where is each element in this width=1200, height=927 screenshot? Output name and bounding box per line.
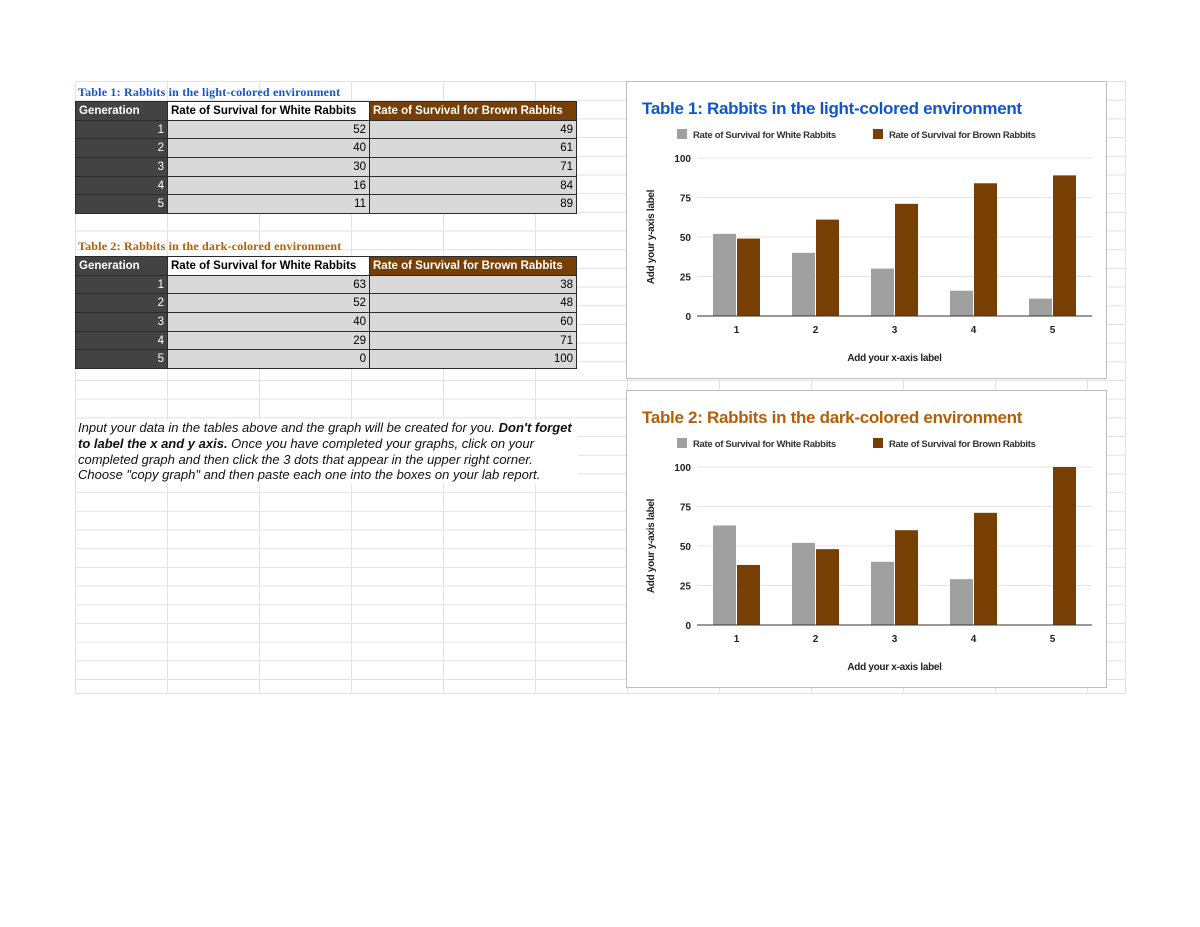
table1-generation-cell[interactable]: 3 xyxy=(76,158,168,177)
legend-label: Rate of Survival for White Rabbits xyxy=(693,130,836,141)
y-tick-label: 0 xyxy=(685,312,691,323)
note-text-1: Input your data in the tables above and the graph will be created for you. xyxy=(78,420,499,435)
y-tick-label: 0 xyxy=(685,621,691,632)
bar xyxy=(1053,467,1076,625)
table1-white-cell[interactable]: 52 xyxy=(168,120,370,139)
bar xyxy=(737,239,760,316)
x-tick-label: 5 xyxy=(1049,325,1056,336)
table-row xyxy=(76,139,577,158)
legend-swatch xyxy=(677,129,687,139)
table2-title: Table 2: Rabbits in the dark-colored environment xyxy=(78,239,342,253)
table1-generation-cell[interactable]: 4 xyxy=(76,176,168,195)
x-axis-title: Add your x-axis label xyxy=(847,662,942,673)
y-tick-label: 25 xyxy=(679,581,691,593)
legend-swatch xyxy=(677,438,687,448)
x-tick-label: 3 xyxy=(891,325,898,336)
bar xyxy=(895,530,918,625)
chart-2-svg xyxy=(627,391,1106,687)
table2-brown-cell[interactable]: 60 xyxy=(370,313,577,332)
bar xyxy=(895,204,918,316)
bar xyxy=(713,234,736,316)
bar xyxy=(1053,175,1076,316)
x-tick-label: 1 xyxy=(733,325,740,336)
table1-brown-cell[interactable]: 84 xyxy=(370,176,577,195)
table1-white-cell[interactable]: 30 xyxy=(168,158,370,177)
bar xyxy=(816,220,839,316)
x-tick-label: 5 xyxy=(1049,634,1056,645)
table2-white-cell[interactable]: 63 xyxy=(168,275,370,294)
legend-label: Rate of Survival for Brown Rabbits xyxy=(889,130,1036,141)
table-row xyxy=(76,195,577,214)
table2-generation-cell[interactable]: 1 xyxy=(76,275,168,294)
table2-generation-cell[interactable]: 3 xyxy=(76,313,168,332)
table-row xyxy=(76,275,577,294)
table1 xyxy=(75,101,577,214)
y-tick-label: 50 xyxy=(679,233,691,244)
table2-header-generation[interactable]: Generation xyxy=(76,257,168,276)
table-row xyxy=(76,313,577,332)
table1-white-cell[interactable]: 16 xyxy=(168,176,370,195)
table2-header-row xyxy=(76,257,577,276)
chart-title: Table 2: Rabbits in the dark-colored environment xyxy=(642,408,1023,427)
y-axis-title: Add your y-axis label xyxy=(646,189,657,285)
table2-generation-cell[interactable]: 4 xyxy=(76,331,168,350)
table1-header-white[interactable]: Rate of Survival for White Rabbits xyxy=(168,102,370,121)
bar xyxy=(1029,299,1052,316)
legend-label: Rate of Survival for White Rabbits xyxy=(693,439,836,450)
table-row xyxy=(76,294,577,313)
table1-header-brown[interactable]: Rate of Survival for Brown Rabbits xyxy=(370,102,577,121)
table1-generation-cell[interactable]: 2 xyxy=(76,139,168,158)
table1-generation-cell[interactable]: 5 xyxy=(76,195,168,214)
x-tick-label: 1 xyxy=(733,634,740,645)
bar xyxy=(950,579,973,625)
bar xyxy=(871,562,894,625)
table2-brown-cell[interactable]: 71 xyxy=(370,331,577,350)
table-row xyxy=(76,331,577,350)
y-tick-label: 100 xyxy=(674,463,691,474)
bar xyxy=(713,525,736,625)
table-row xyxy=(76,350,577,369)
x-tick-label: 2 xyxy=(812,634,819,645)
bar xyxy=(871,269,894,316)
chart-1-svg xyxy=(627,82,1106,378)
bar xyxy=(950,291,973,316)
chart-2[interactable] xyxy=(626,390,1107,688)
table2-white-cell[interactable]: 52 xyxy=(168,294,370,313)
y-tick-label: 50 xyxy=(679,542,691,553)
table2-generation-cell[interactable]: 2 xyxy=(76,294,168,313)
bar xyxy=(792,253,815,316)
x-tick-label: 4 xyxy=(970,634,977,645)
table1-header-generation[interactable]: Generation xyxy=(76,102,168,121)
bar xyxy=(974,183,997,316)
instructions-note[interactable] xyxy=(78,420,578,483)
table1-brown-cell[interactable]: 49 xyxy=(370,120,577,139)
x-tick-label: 3 xyxy=(891,634,898,645)
bar xyxy=(737,565,760,625)
table1-brown-cell[interactable]: 71 xyxy=(370,158,577,177)
table2-brown-cell[interactable]: 38 xyxy=(370,275,577,294)
table1-white-cell[interactable]: 40 xyxy=(168,139,370,158)
bar xyxy=(792,543,815,625)
y-tick-label: 100 xyxy=(674,154,691,165)
table-row xyxy=(76,176,577,195)
table1-header-row xyxy=(76,102,577,121)
legend-label: Rate of Survival for Brown Rabbits xyxy=(889,439,1036,450)
table2-white-cell[interactable]: 0 xyxy=(168,350,370,369)
y-axis-title: Add your y-axis label xyxy=(646,498,657,594)
x-tick-label: 4 xyxy=(970,325,977,336)
table2-brown-cell[interactable]: 100 xyxy=(370,350,577,369)
table2-header-white[interactable]: Rate of Survival for White Rabbits xyxy=(168,257,370,276)
table1-white-cell[interactable]: 11 xyxy=(168,195,370,214)
y-tick-label: 75 xyxy=(679,193,691,205)
y-tick-label: 25 xyxy=(679,272,691,284)
y-tick-label: 75 xyxy=(679,502,691,514)
legend-swatch xyxy=(873,438,883,448)
bar xyxy=(974,513,997,625)
table1-brown-cell[interactable]: 89 xyxy=(370,195,577,214)
table1-brown-cell[interactable]: 61 xyxy=(370,139,577,158)
table2 xyxy=(75,256,577,369)
chart-title: Table 1: Rabbits in the light-colored environment xyxy=(642,99,1022,118)
note-text-2: Once you have completed your graphs, click on your completed graph and then click the 3 dots that appear in the upper right corner. Choose "copy graph" and then paste each one into the boxes on your lab report. xyxy=(78,435,541,483)
bar xyxy=(816,549,839,625)
x-tick-label: 2 xyxy=(812,325,819,336)
legend-swatch xyxy=(873,129,883,139)
x-axis-title: Add your x-axis label xyxy=(847,353,942,364)
note-bold-text: Don't forget to label the x and y axis. xyxy=(78,420,572,451)
table-row xyxy=(76,158,577,177)
table2-generation-cell[interactable]: 5 xyxy=(76,350,168,369)
table2-white-cell[interactable]: 29 xyxy=(168,331,370,350)
table1-title: Table 1: Rabbits in the light-colored environment xyxy=(78,85,341,99)
table2-header-brown[interactable]: Rate of Survival for Brown Rabbits xyxy=(370,257,577,276)
table2-brown-cell[interactable]: 48 xyxy=(370,294,577,313)
table-row xyxy=(76,120,577,139)
table2-white-cell[interactable]: 40 xyxy=(168,313,370,332)
table1-generation-cell[interactable]: 1 xyxy=(76,120,168,139)
chart-1[interactable] xyxy=(626,81,1107,379)
